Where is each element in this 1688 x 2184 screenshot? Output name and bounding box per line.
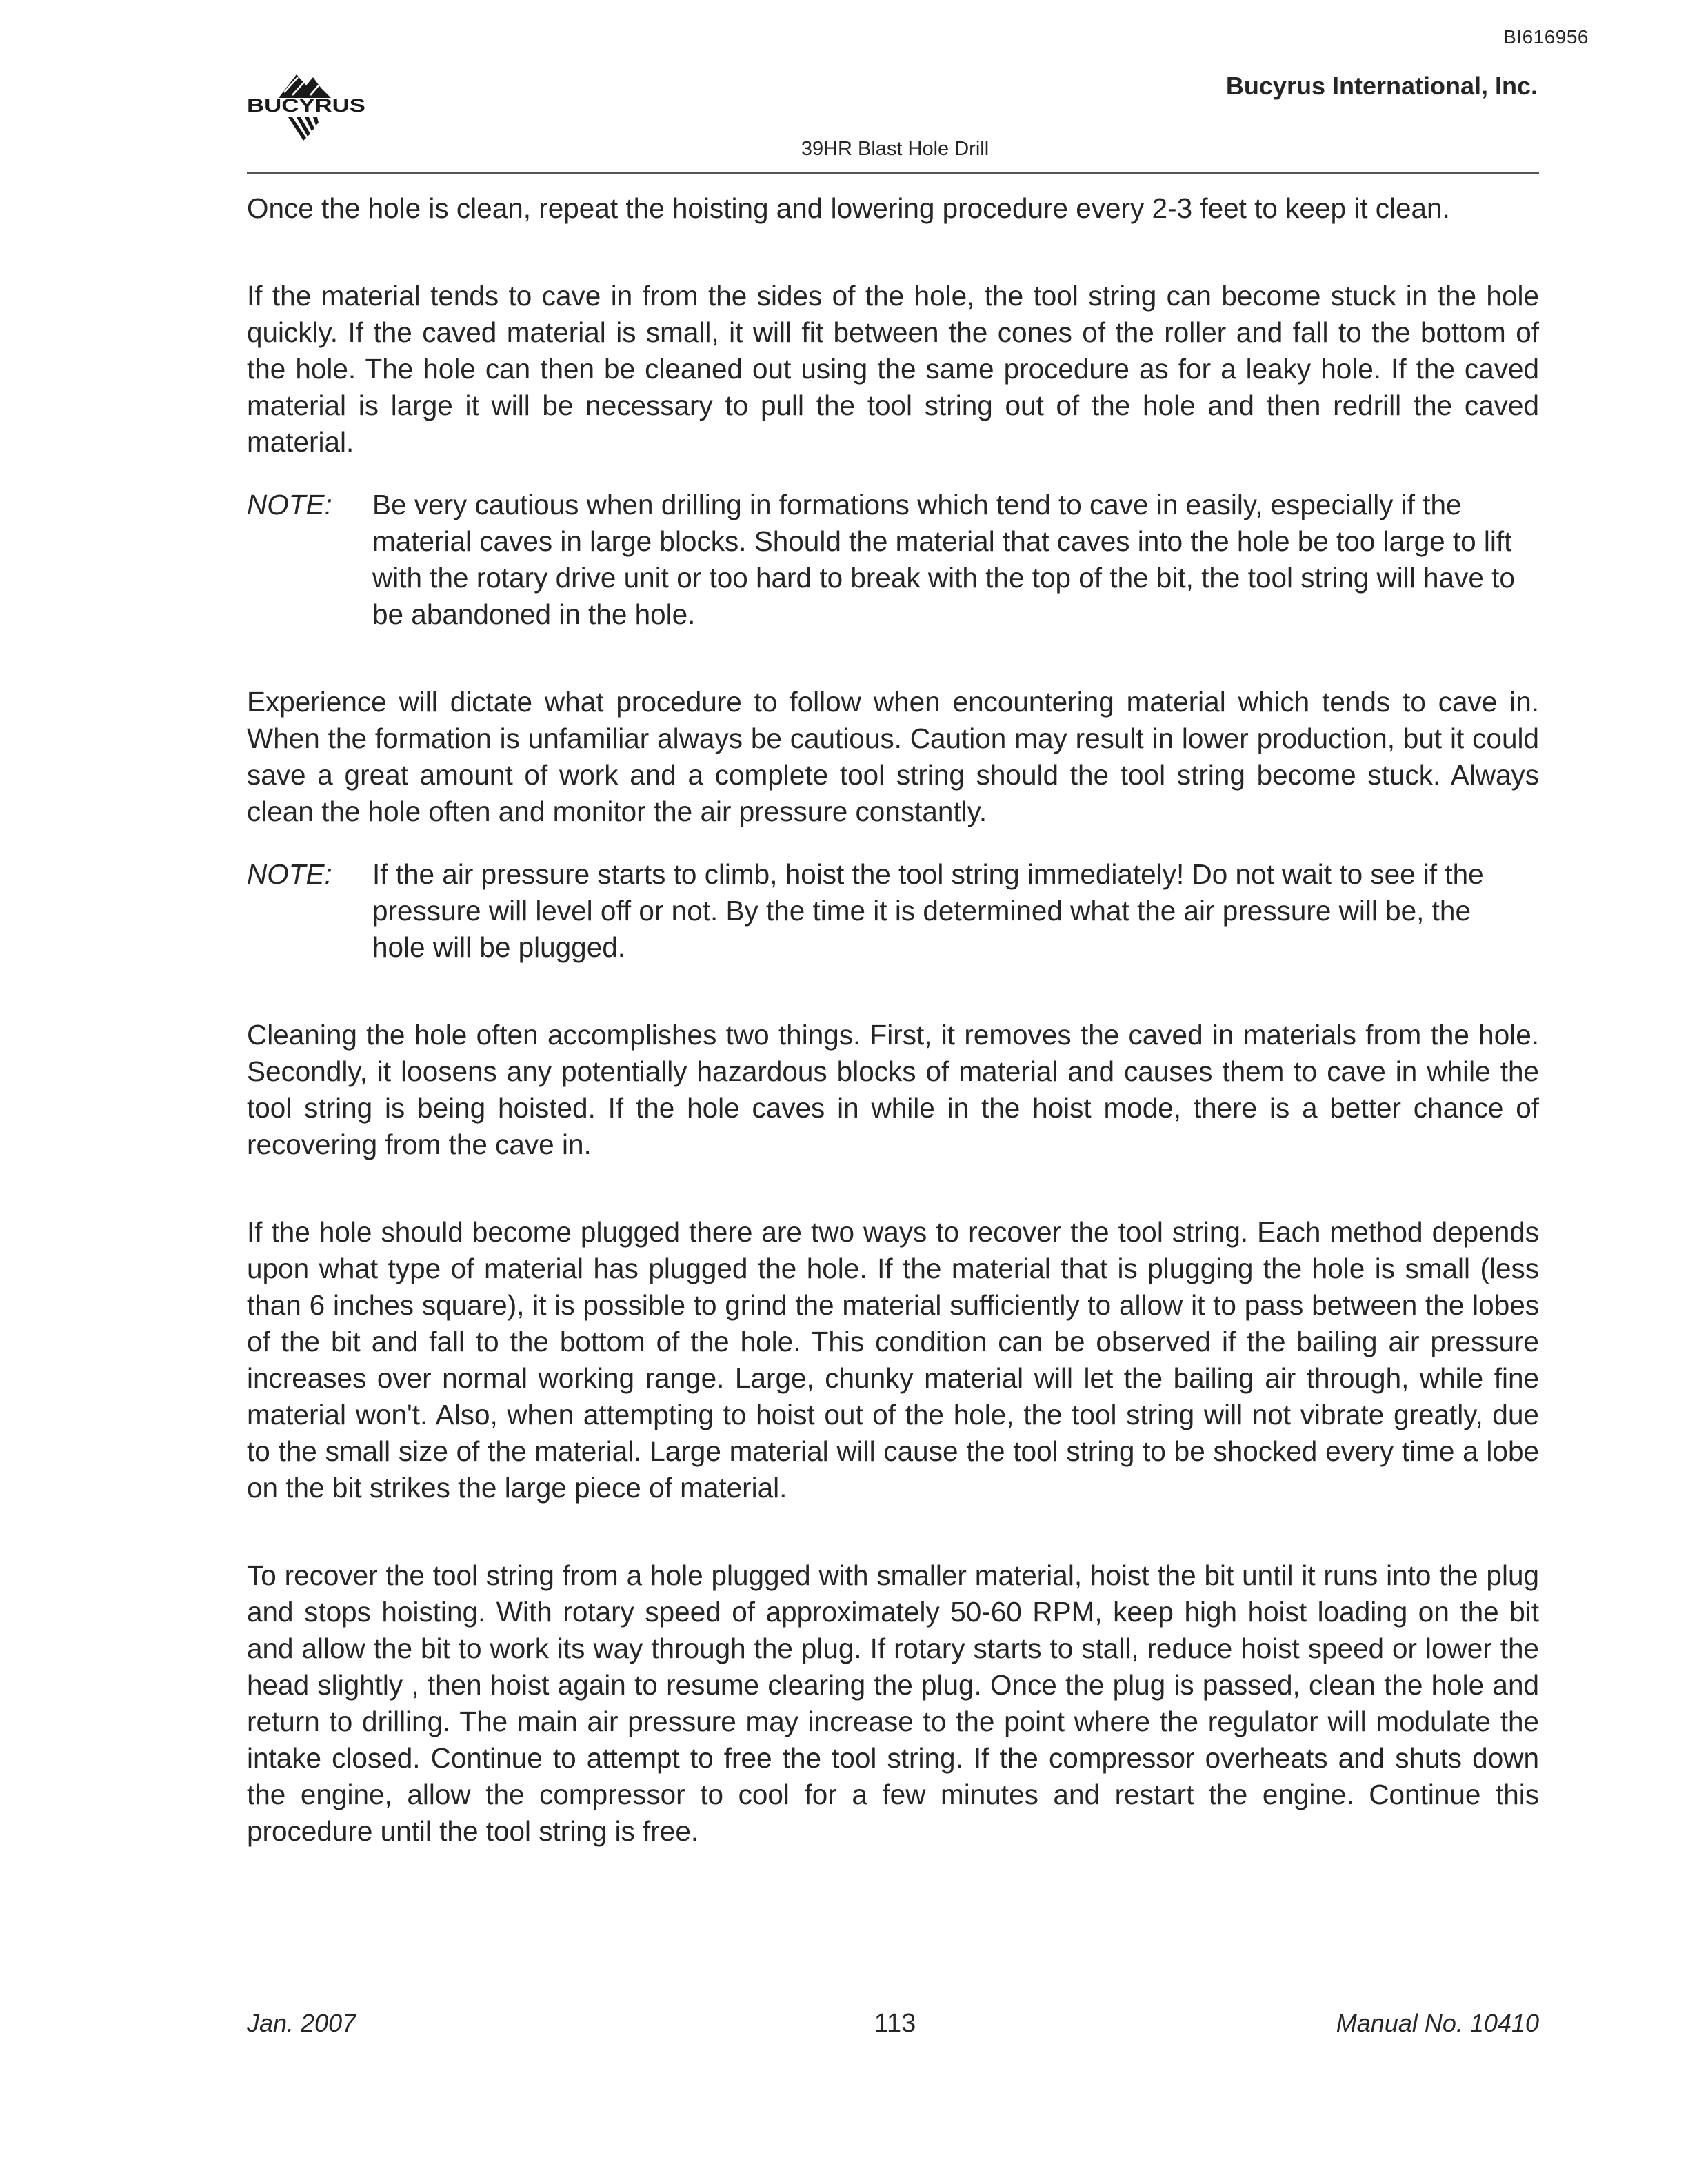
document-id: BI616956: [1503, 26, 1589, 48]
page-body: [247, 190, 1539, 1850]
paragraph-5: If the hole should become plugged there are two ways to recover the tool string. Each method depends upon what type of material has plugged the hole. If the material that is plugging the hole is small (less than 6 inches square), it is possible to grind the material sufficiently to allow it to pass between the lobes of the bit and fall to the bottom of the hole. This condition can be observed if the bailing air pressure increases over normal working range. Large, chunky material will let the bailing air through, while fine material won't. Also, when attempting to hoist out of the hole, the tool string will not vibrate greatly, due to the small size of the material. Large material will cause the tool string to be shocked every time a lobe on the bit strikes the large piece of material.: [247, 1216, 1539, 1504]
note-2-label: NOTE:: [247, 858, 332, 890]
paragraph-4: Cleaning the hole often accomplishes two things. First, it removes the caved in materials from the hole. Secondly, it loosens any potentially hazardous blocks of material and causes them to cave in while the tool string is being hoisted. If the hole caves in while in the hoist mode, there is a better chance of recovering from the cave in.: [247, 1019, 1539, 1160]
note-1: [247, 487, 1539, 633]
note-2: [247, 856, 1539, 966]
paragraph-3: Experience will dictate what procedure to follow when encountering material which tends to cave in. When the formation is unfamiliar always be cautious. Caution may result in lower production, but it could save a great amount of work and a complete tool string should the tool string become stuck. Always clean the hole often and monitor the air pressure constantly.: [247, 686, 1539, 827]
header-divider: [247, 172, 1539, 174]
company-name: Bucyrus International, Inc.: [1225, 72, 1538, 100]
note-2-text: If the air pressure starts to climb, hoist the tool string immediately! Do not wait to see if the pressure will level off or not. By the time it is determined what the air pressure will be, the hole will be plugged.: [372, 858, 1484, 963]
page-number: 113: [874, 2009, 916, 2038]
manual-number: Manual No. 10410: [1336, 2009, 1539, 2037]
svg-text:BUCYRUS: BUCYRUS: [247, 95, 365, 116]
note-1-label: NOTE:: [247, 489, 332, 520]
paragraph-1: Once the hole is clean, repeat the hoisting and lowering procedure every 2-3 feet to keep it clean.: [247, 192, 1450, 224]
footer-date: Jan. 2007: [247, 2009, 356, 2037]
product-name: 39HR Blast Hole Drill: [801, 138, 989, 160]
paragraph-2: If the material tends to cave in from the sides of the hole, the tool string can become stuck in the hole quickly. If the caved material is small, it will fit between the cones of the roller and fall to the bottom of the hole. The hole can then be cleaned out using the same procedure as for a leaky hole. If the caved material is large it will be necessary to pull the tool string out of the hole and then redrill the caved material.: [247, 280, 1539, 458]
paragraph-6: To recover the tool string from a hole plugged with smaller material, hoist the bit until it runs into the plug and stops hoisting. With rotary speed of approximately 50-60 RPM, keep high hoist loading on the bit and allow the bit to work its way through the plug. If rotary starts to stall, reduce hoist speed or lower the head slightly , then hoist again to resume clearing the plug. Once the plug is passed, clean the hole and return to drilling. The main air pressure may increase to the point where the regulator will modulate the intake closed. Continue to attempt to free the tool string. If the compressor overheats and shuts down the engine, allow the compressor to cool for a few minutes and restart the engine. Continue this procedure until the tool string is free.: [247, 1559, 1539, 1847]
bucyrus-logo: [247, 72, 368, 148]
note-1-text: Be very cautious when drilling in formations which tend to cave in easily, especially if the material caves in large blocks. Should the material that caves into the hole be too large to lift with the rotary drive unit or too hard to break with the top of the bit, the tool string will have to be abandoned in the hole.: [372, 489, 1515, 630]
